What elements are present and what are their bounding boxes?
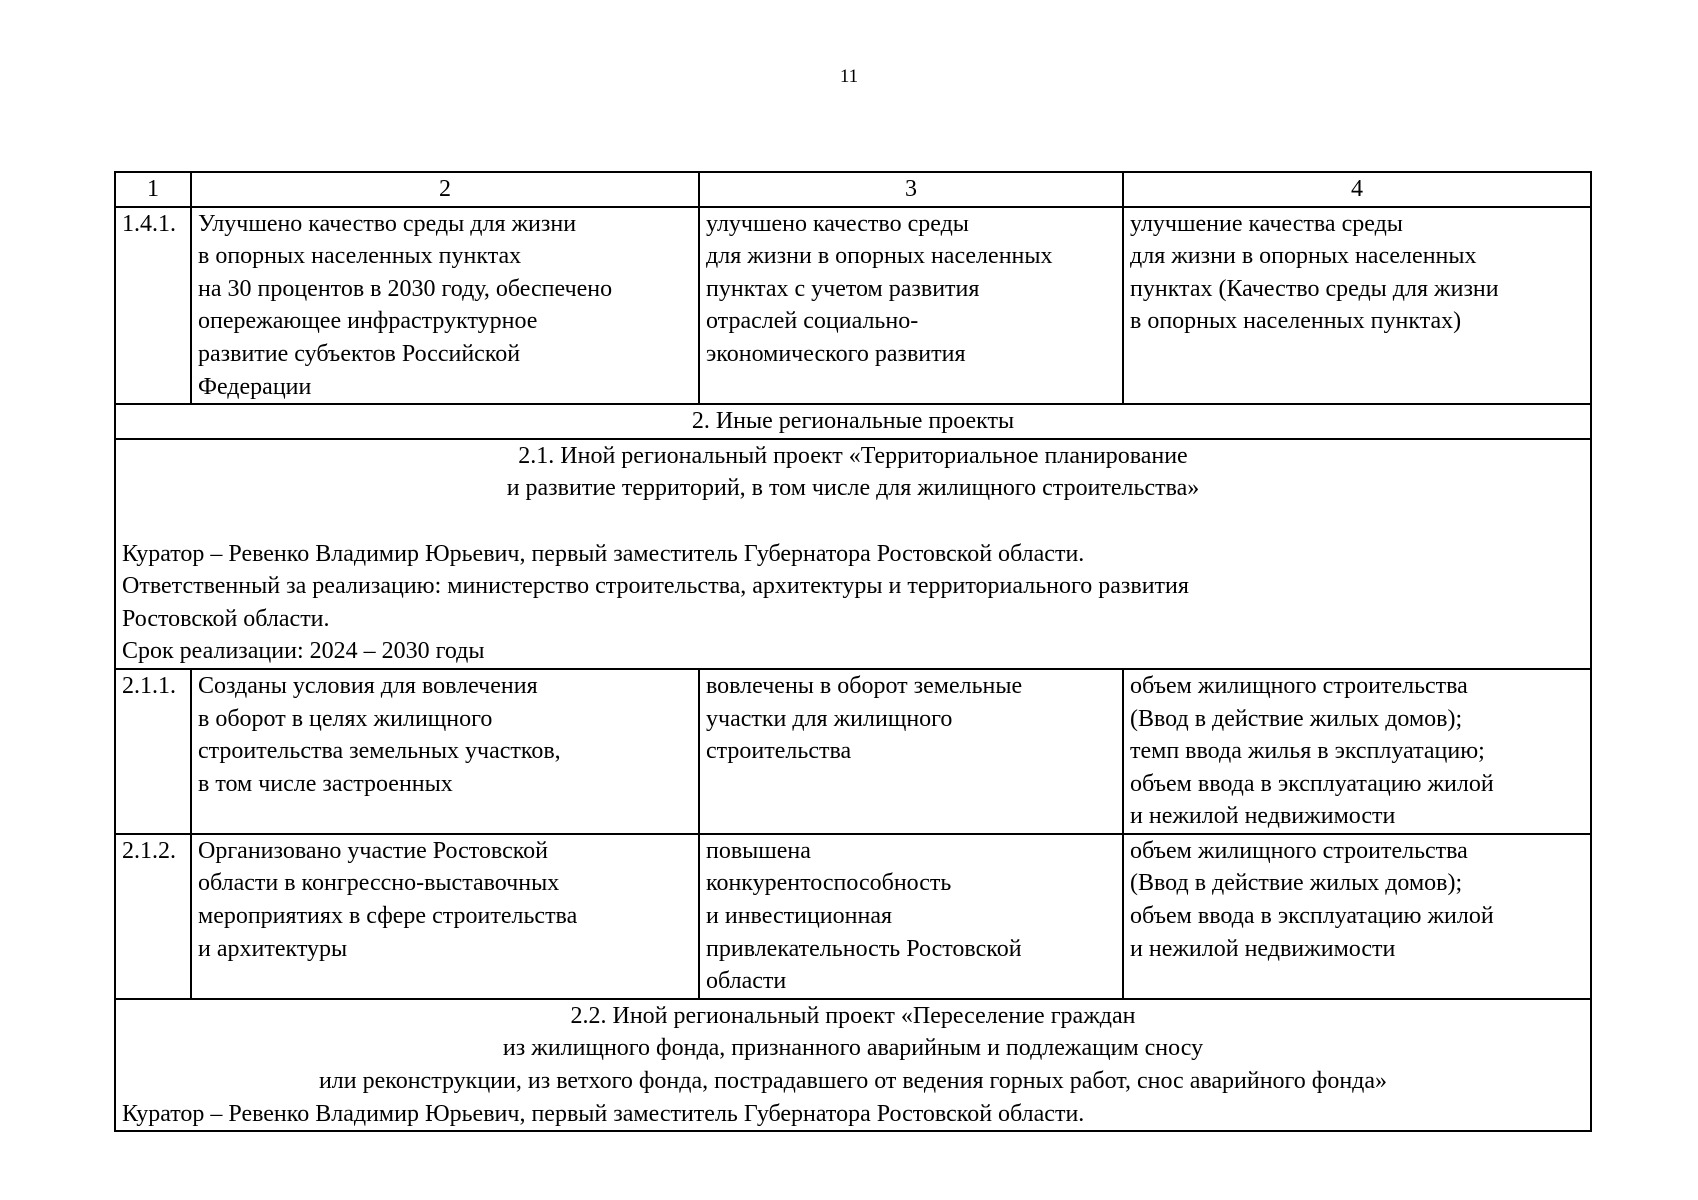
text-line: для жизни в опорных населенных <box>706 243 1053 270</box>
project-title-line: или реконструкции, из ветхого фонда, пострадавшего от ведения горных работ, снос аварийного фонда» <box>318 1068 1388 1095</box>
project-detail-line: Куратор – Ревенко Владимир Юрьевич, первый заместитель Губернатора Ростовской области. <box>122 540 1085 567</box>
text-line: Организовано участие Ростовской <box>198 837 549 864</box>
text-line: и нежилой недвижимости <box>1130 935 1396 962</box>
text-line: экономического развития <box>706 340 966 367</box>
header-cell-3: 3 <box>699 172 1123 207</box>
project-header-row <box>115 999 1591 1131</box>
text-line: объем жилищного строительства <box>1130 672 1468 699</box>
result-cell <box>191 834 699 999</box>
text-line: в опорных населенных пунктах <box>198 243 522 270</box>
spacer <box>122 505 1584 538</box>
effect-cell <box>699 207 1123 405</box>
row-number: 2.1.2. <box>115 834 191 999</box>
text-line: объем ввода в эксплуатацию жилой <box>1130 903 1494 930</box>
table-row <box>115 669 1591 834</box>
text-line: привлекательность Ростовской <box>706 935 1022 962</box>
projects-table <box>114 171 1592 1132</box>
row-number: 1.4.1. <box>115 207 191 405</box>
header-cell-4: 4 <box>1123 172 1591 207</box>
text-line: развитие субъектов Российской <box>198 340 521 367</box>
text-line: строительства <box>706 738 852 765</box>
text-line: темп ввода жилья в эксплуатацию; <box>1130 738 1485 765</box>
text-line: конкурентоспособность <box>706 870 952 897</box>
text-line: Улучшено качество среды для жизни <box>198 210 577 237</box>
text-line: в опорных населенных пунктах) <box>1130 308 1462 335</box>
header-cell-2: 2 <box>191 172 699 207</box>
project-header-cell <box>115 999 1591 1131</box>
text-line: улучшение качества среды <box>1130 210 1403 237</box>
text-line: участки для жилищного <box>706 705 953 732</box>
text-line: опережающее инфраструктурное <box>198 308 538 335</box>
text-line: Созданы условия для вовлечения <box>198 672 538 699</box>
text-line: для жизни в опорных населенных <box>1130 243 1477 270</box>
project-title-line: 2.1. Иной региональный проект «Территориальное планирование <box>518 442 1188 469</box>
text-line: области в конгрессно-выставочных <box>198 870 560 897</box>
text-line: объем ввода в эксплуатацию жилой <box>1130 770 1494 797</box>
table-row <box>115 834 1591 999</box>
row-number: 2.1.1. <box>115 669 191 834</box>
section-row <box>115 404 1591 439</box>
text-line: повышена <box>706 837 811 864</box>
section-title: 2. Иные региональные проекты <box>115 404 1591 439</box>
page-number: 11 <box>839 66 859 87</box>
text-line: улучшено качество среды <box>706 210 969 237</box>
indicator-cell <box>1123 834 1591 999</box>
project-detail-line: Ответственный за реализацию: министерство строительства, архитектуры и территориального развития <box>122 573 1189 600</box>
text-line: и нежилой недвижимости <box>1130 803 1396 830</box>
project-detail-line: Ростовской области. <box>122 605 330 632</box>
project-title-line: и развитие территорий, в том числе для жилищного строительства» <box>506 475 1200 502</box>
text-line: в том числе застроенных <box>198 770 453 797</box>
text-line: пунктах с учетом развития <box>706 275 980 302</box>
text-line: (Ввод в действие жилых домов); <box>1130 870 1463 897</box>
text-line: строительства земельных участков, <box>198 738 561 765</box>
effect-cell <box>699 669 1123 834</box>
header-row <box>115 172 1591 207</box>
text-line: (Ввод в действие жилых домов); <box>1130 705 1463 732</box>
result-cell <box>191 669 699 834</box>
result-cell <box>191 207 699 405</box>
effect-cell <box>699 834 1123 999</box>
project-detail-line: Срок реализации: 2024 – 2030 годы <box>122 638 485 665</box>
text-line: области <box>706 968 787 995</box>
text-line: отраслей социально- <box>706 308 919 335</box>
project-detail-line: Куратор – Ревенко Владимир Юрьевич, первый заместитель Губернатора Ростовской области. <box>122 1100 1085 1127</box>
project-header-row <box>115 439 1591 669</box>
text-line: вовлечены в оборот земельные <box>706 672 1023 699</box>
project-title-line: из жилищного фонда, признанного аварийным и подлежащим сносу <box>502 1035 1204 1062</box>
text-line: на 30 процентов в 2030 году, обеспечено <box>198 275 613 302</box>
text-line: и архитектуры <box>198 935 348 962</box>
indicator-cell <box>1123 669 1591 834</box>
text-line: в оборот в целях жилищного <box>198 705 493 732</box>
text-line: и инвестиционная <box>706 903 893 930</box>
text-line: мероприятиях в сфере строительства <box>198 903 578 930</box>
text-line: пунктах (Качество среды для жизни <box>1130 275 1499 302</box>
project-header-cell <box>115 439 1591 669</box>
project-title-line: 2.2. Иной региональный проект «Переселение граждан <box>570 1002 1136 1029</box>
table-row <box>115 207 1591 405</box>
text-line: объем жилищного строительства <box>1130 837 1468 864</box>
indicator-cell <box>1123 207 1591 405</box>
header-cell-1: 1 <box>115 172 191 207</box>
text-line: Федерации <box>198 373 312 400</box>
